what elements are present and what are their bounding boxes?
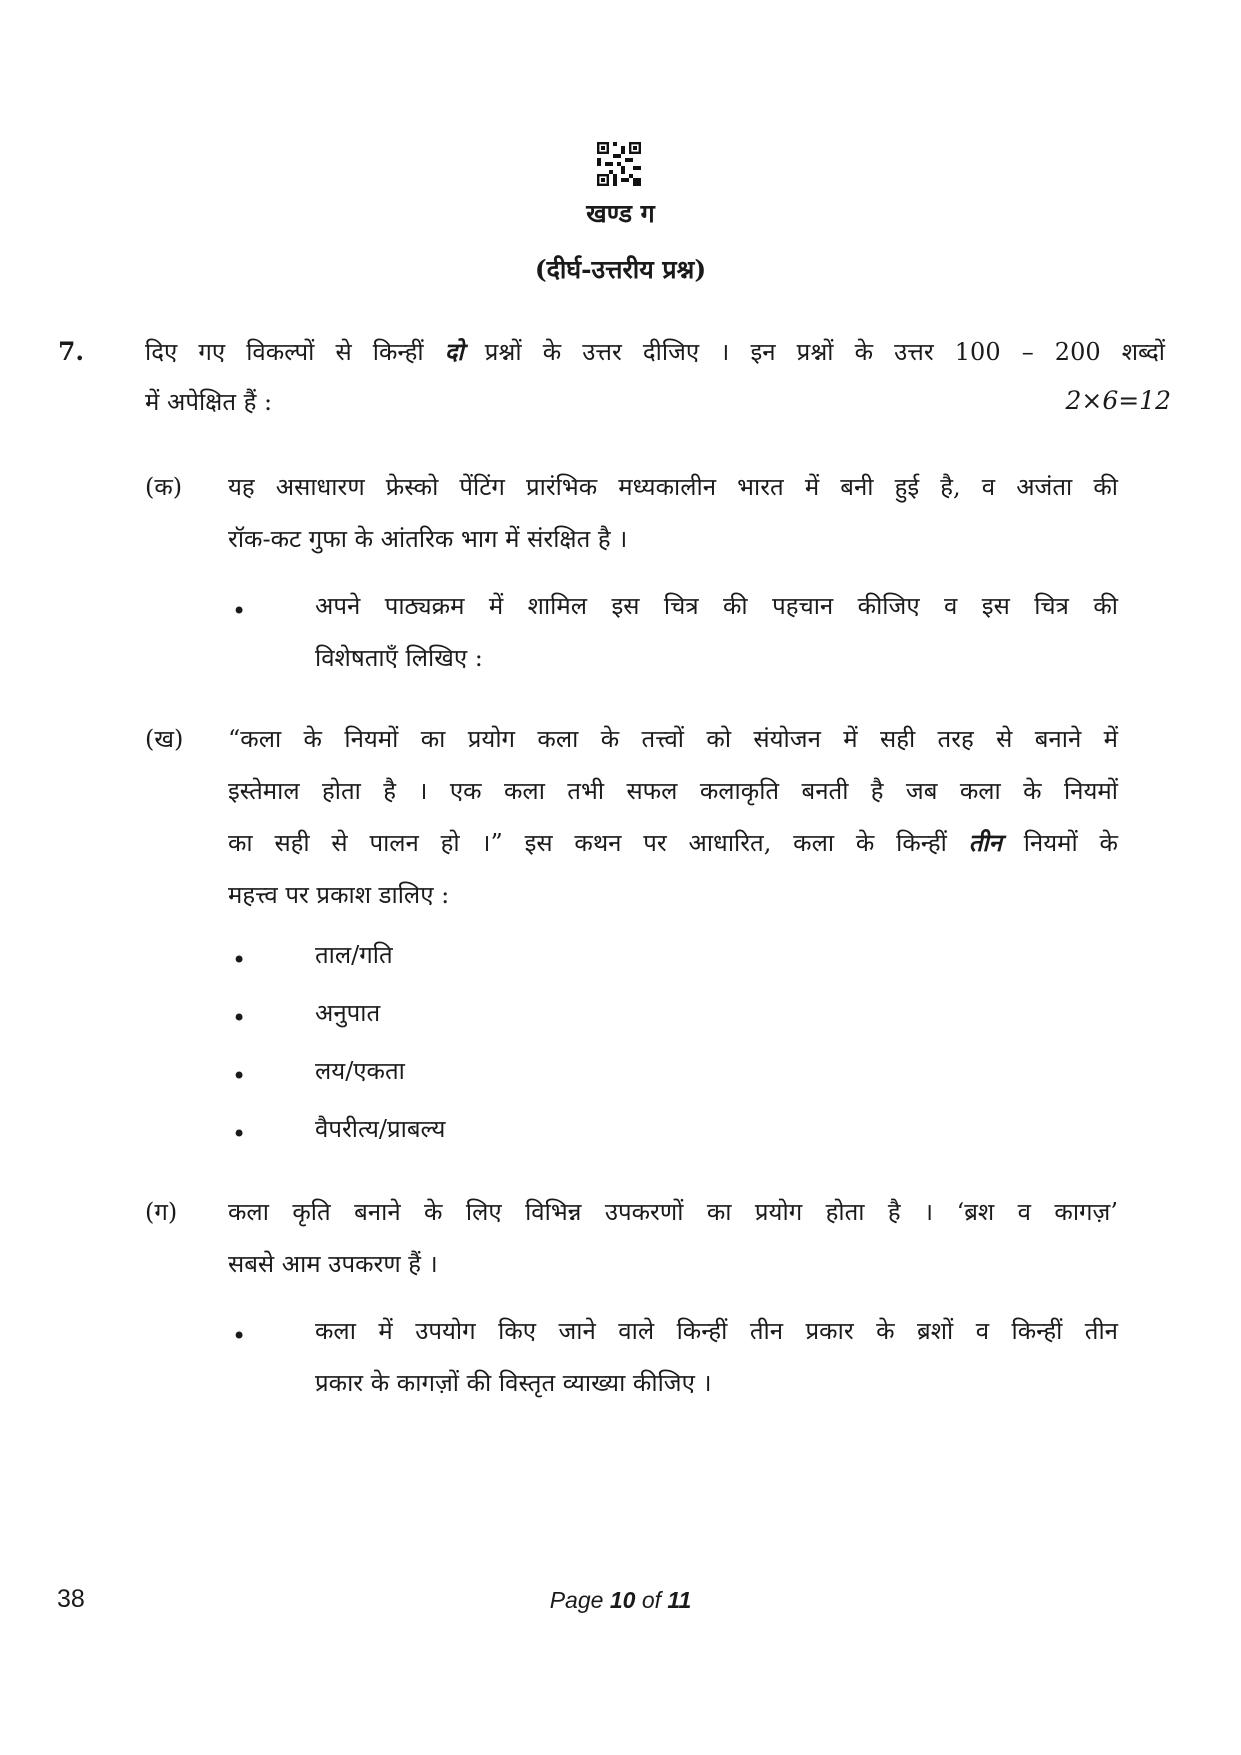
list-item: वैपरीत्य/प्राबल्य [315, 1115, 446, 1143]
qr-code-icon [597, 142, 641, 186]
marks-allocation: 2×6=12 [1065, 386, 1171, 415]
section-subtitle: (दीर्घ-उत्तरीय प्रश्न) [534, 255, 707, 284]
emphasis-three: तीन [968, 828, 1002, 857]
part-c-bullet-line-2: प्रकार के कागज़ों की विस्तृत व्याख्या कीजिए । [315, 1369, 712, 1397]
part-a-label: (क) [145, 473, 183, 501]
part-a-line-1: यह असाधारण फ्रेस्को पेंटिंग प्रारंभिक मध्यकालीन भारत में बनी हुई है, व अजंता की [228, 473, 1118, 501]
part-c-bullet-line-1: कला में उपयोग किए जाने वाले किन्हीं तीन प्रकार के ब्रशों व किन्हीं तीन [315, 1317, 1118, 1345]
paper-code: 38 [57, 1585, 85, 1613]
part-b-line-1: “कला के नियमों का प्रयोग कला के तत्त्वों को संयोजन में सही तरह से बनाने में [228, 725, 1118, 753]
part-c-line-2: सबसे आम उपकरण हैं । [228, 1250, 438, 1278]
question-line-2: में अपेक्षित हैं : [145, 388, 273, 416]
bullet-icon: • [232, 597, 247, 625]
part-b-line-2: इस्तेमाल होता है । एक कला तभी सफल कलाकृति बनती है जब कला के नियमों [228, 777, 1118, 805]
list-item: अनुपात [315, 999, 381, 1027]
part-a-bullet-line-2: विशेषताएँ लिखिए : [315, 644, 483, 672]
emphasis-two: दो [444, 337, 464, 366]
question-line-1: दिए गए विकल्पों से किन्हीं दो प्रश्नों के उत्तर दीजिए । इन प्रश्नों के उत्तर 100 – 200 शब्दों [145, 337, 1165, 366]
part-b-line-3: का सही से पालन हो ।” इस कथन पर आधारित, कला के किन्हीं तीन नियमों के [228, 828, 1118, 857]
bullet-icon: • [232, 1120, 247, 1148]
part-b-line-4: महत्त्व पर प्रकाश डालिए : [228, 881, 450, 909]
bullet-icon: • [232, 1062, 247, 1090]
bullet-icon: • [232, 946, 247, 974]
part-a-bullet-line-1: अपने पाठ्यक्रम में शामिल इस चित्र की पहचान कीजिए व इस चित्र की [315, 592, 1118, 620]
part-c-label: (ग) [145, 1198, 178, 1226]
part-b-label: (ख) [145, 725, 184, 753]
part-c-line-1: कला कृति बनाने के लिए विभिन्न उपकरणों का प्रयोग होता है । ‘ब्रश व कागज़’ [228, 1198, 1118, 1226]
bullet-icon: • [232, 1322, 247, 1350]
question-number: 7. [58, 337, 85, 366]
section-title: खण्ड ग [586, 199, 655, 228]
page-number: Page 10 of 11 [549, 1587, 692, 1613]
part-a-line-2: रॉक-कट गुफा के आंतरिक भाग में संरक्षित है । [228, 525, 628, 553]
list-item: ताल/गति [315, 941, 393, 969]
list-item: लय/एकता [315, 1057, 405, 1085]
bullet-icon: • [232, 1004, 247, 1032]
